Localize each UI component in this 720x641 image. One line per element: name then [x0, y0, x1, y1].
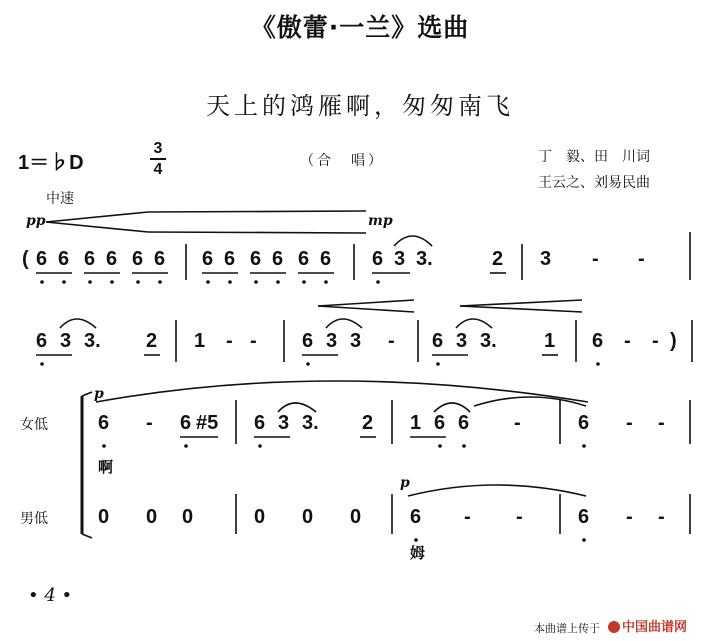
note: 6	[432, 330, 444, 352]
note: 3.	[480, 330, 497, 352]
octave-dot	[436, 362, 440, 366]
note: 1	[544, 330, 556, 352]
note-rest: 0	[98, 506, 110, 528]
note-rest: 0	[182, 506, 194, 528]
dynamic-mp: mp	[368, 213, 393, 229]
note: 6	[132, 248, 144, 270]
note: 6	[180, 412, 192, 434]
site-logo: 中国曲谱网	[622, 620, 688, 635]
note-dash: -	[652, 330, 659, 352]
note: 6	[434, 412, 446, 434]
note-dash: -	[250, 330, 257, 352]
octave-dot	[62, 280, 66, 284]
note: 3.	[84, 330, 101, 352]
octave-dot	[158, 280, 162, 284]
note: 6	[592, 330, 604, 352]
note: 6	[458, 412, 470, 434]
note: 1	[194, 330, 206, 352]
time-signature-top: 3	[153, 140, 163, 157]
note: 2	[492, 248, 504, 270]
note-rest: 0	[302, 506, 314, 528]
slur	[60, 319, 96, 328]
crescendo-hairpin	[148, 211, 366, 212]
note: 6	[254, 412, 266, 434]
note: 6	[154, 248, 166, 270]
note-dash: -	[658, 506, 665, 528]
slur	[326, 319, 362, 328]
note: 1	[410, 412, 422, 434]
octave-dot	[110, 280, 114, 284]
note: 6	[36, 248, 48, 270]
octave-dot	[136, 280, 140, 284]
voice-label-female-low: 女低	[20, 417, 48, 433]
octave-dot	[40, 362, 44, 366]
note: 3	[60, 330, 72, 352]
time-signature-bottom: 4	[153, 161, 163, 178]
note: 6	[372, 248, 384, 270]
crescendo-hairpin	[46, 212, 148, 222]
page-number: • 4 •	[28, 585, 73, 606]
note: 6	[272, 248, 284, 270]
note: 6	[410, 506, 422, 528]
note: 6	[320, 248, 332, 270]
note-dash: -	[146, 412, 153, 434]
note: 6	[250, 248, 262, 270]
note: 6	[106, 248, 118, 270]
footer-upload-text: 本曲谱上传于	[534, 622, 600, 635]
lyric-female: 啊	[98, 458, 114, 476]
note-dash: -	[388, 330, 395, 352]
note-dash: -	[514, 412, 521, 434]
system-bracket	[82, 534, 92, 538]
hairpin	[318, 306, 414, 312]
crescendo-hairpin	[46, 222, 148, 232]
collection-title: 《傲蕾·一兰》选曲	[250, 13, 470, 42]
note-dash: -	[626, 506, 633, 528]
octave-dot	[88, 280, 92, 284]
hairpin	[318, 300, 414, 306]
note-rest: 0	[146, 506, 158, 528]
note: 6	[84, 248, 96, 270]
lyric-male: 姆	[410, 544, 426, 562]
octave-dot	[582, 444, 586, 448]
octave-dot	[596, 362, 600, 366]
octave-dot	[254, 280, 258, 284]
composer-credit: 王云之、刘易民曲	[538, 175, 650, 191]
note: 6	[578, 506, 590, 528]
note: 3	[394, 248, 406, 270]
lyricist-credit: 丁 毅、田 川词	[538, 149, 650, 165]
octave-dot	[582, 538, 586, 542]
key-signature: 1＝♭D	[18, 152, 84, 174]
crescendo-hairpin	[148, 232, 366, 233]
performance-form: （合 唱）	[300, 153, 385, 169]
hairpin	[460, 300, 582, 306]
note-sharp: #5	[196, 412, 219, 434]
note: 6	[58, 248, 70, 270]
note: 3.	[416, 248, 433, 270]
octave-dot	[462, 444, 466, 448]
octave-dot	[40, 280, 44, 284]
hairpin	[460, 306, 582, 312]
octave-dot	[414, 538, 418, 542]
song-title: 天上的鸿雁啊，匆匆南飞	[206, 92, 514, 120]
note: 3	[540, 248, 552, 270]
note: 6	[98, 412, 110, 434]
octave-dot	[306, 362, 310, 366]
octave-dot	[184, 444, 188, 448]
note: 3.	[302, 412, 319, 434]
note: 2	[362, 412, 374, 434]
note-rest: 0	[350, 506, 362, 528]
note-dash: -	[464, 506, 471, 528]
octave-dot	[302, 280, 306, 284]
note: 2	[146, 330, 158, 352]
note: 6	[36, 330, 48, 352]
logo-mark	[608, 621, 620, 633]
note-paren-open: (	[22, 248, 29, 270]
note-dash: -	[226, 330, 233, 352]
dynamic-p-male: p	[400, 475, 410, 491]
note-dash: -	[592, 248, 599, 270]
note-dash: -	[516, 506, 523, 528]
tempo-marking: 中速	[46, 191, 74, 207]
octave-dot	[206, 280, 210, 284]
dynamic-pp: pp	[26, 213, 46, 229]
note: 6	[578, 412, 590, 434]
slur	[434, 403, 470, 412]
octave-dot	[438, 444, 442, 448]
note: 6	[302, 330, 314, 352]
note: 3	[350, 330, 362, 352]
note: 3	[278, 412, 290, 434]
note: 3	[456, 330, 468, 352]
note: 3	[326, 330, 338, 352]
note: 6	[202, 248, 214, 270]
slur	[278, 403, 316, 412]
note: 6	[224, 248, 236, 270]
note-rest: 0	[254, 506, 266, 528]
note-dash: -	[626, 412, 633, 434]
slur	[394, 236, 432, 246]
note-dash: -	[658, 412, 665, 434]
note-paren-close: )	[670, 330, 677, 352]
note: 6	[298, 248, 310, 270]
octave-dot	[376, 280, 380, 284]
dynamic-p-female: p	[94, 386, 104, 402]
system-bracket	[82, 392, 92, 396]
voice-label-male-low: 男低	[20, 511, 48, 527]
slur	[96, 381, 588, 402]
octave-dot	[276, 280, 280, 284]
note-dash: -	[624, 330, 631, 352]
octave-dot	[258, 444, 262, 448]
note-dash: -	[638, 248, 645, 270]
octave-dot	[102, 444, 106, 448]
octave-dot	[324, 280, 328, 284]
slur	[456, 319, 492, 328]
octave-dot	[228, 280, 232, 284]
